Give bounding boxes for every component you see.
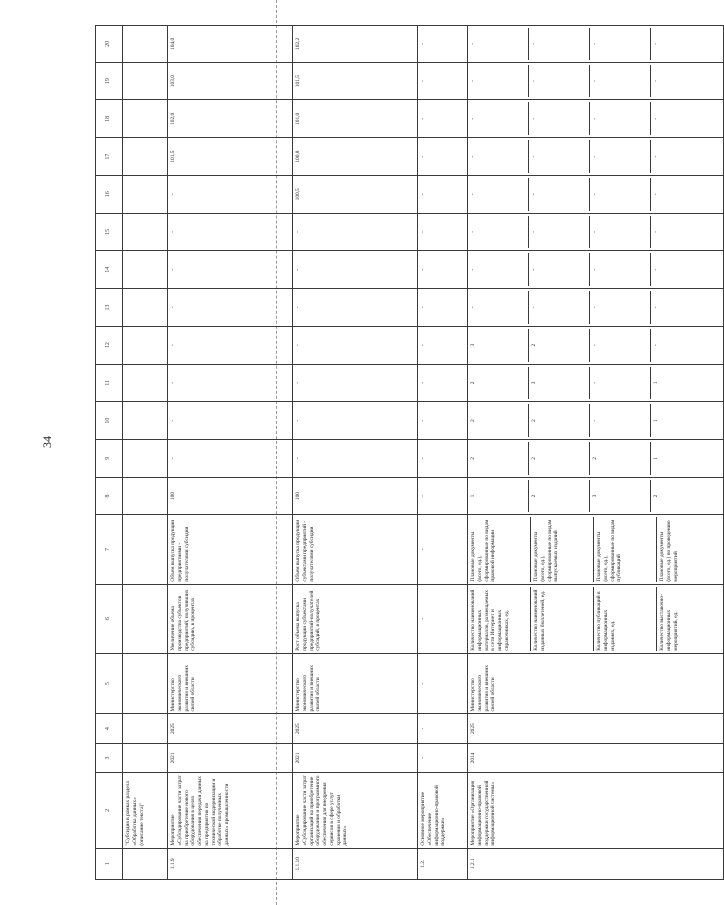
cell-value: 2 (470, 442, 529, 475)
cell-value: - (168, 289, 293, 327)
indicator-basis: Плановые документы (всего, ед.), сформированные по видам правовой информации (470, 517, 531, 581)
column-number-row (96, 26, 123, 880)
col-header: 20 (96, 26, 123, 63)
cell-value: - (470, 140, 529, 173)
indicator-name: Количество публикаций в информационных изданиях, ед. (596, 587, 657, 651)
col-header: 2 (96, 773, 123, 848)
cell-value: - (531, 216, 590, 249)
col-header: 14 (96, 251, 123, 289)
cell-value: - (592, 28, 651, 60)
cell-value: 2 (531, 480, 590, 513)
cell-value: 102,0 (168, 100, 293, 138)
indicator-basis-cell (468, 515, 724, 584)
cell-value: 2 (470, 404, 529, 437)
cell-value: - (168, 251, 293, 289)
cell-value: 3 (531, 367, 590, 400)
value-stack (468, 175, 724, 213)
cell-value: - (531, 28, 590, 60)
cell-value: - (653, 306, 659, 309)
indicator-basis: Объем выпуска продукции предприятиями - получателями субсидии (168, 515, 293, 584)
section-intro-row (123, 26, 168, 880)
cell-value: - (470, 178, 529, 211)
cell-value: 104,0 (168, 26, 293, 63)
cell-value: - (418, 26, 468, 63)
value-stack (468, 477, 724, 515)
cell-value: - (293, 213, 418, 251)
cell-value: - (531, 140, 590, 173)
cell-value: - (470, 28, 529, 60)
indicator-name: Увеличение объема производства субъектов предприятий, получивших субсидию, в процентах (168, 584, 293, 653)
executor: Министерство экономического развития и внешних связей области (168, 653, 293, 714)
col-header: 10 (96, 402, 123, 440)
cell-value: 1 (470, 480, 529, 513)
cell-value: - (653, 155, 659, 158)
col-header: 7 (96, 515, 123, 584)
cell-value: - (531, 178, 590, 211)
cell-value: - (592, 65, 651, 98)
cell-value: - (418, 175, 468, 213)
cell-value: - (168, 326, 293, 364)
value-stack (468, 326, 724, 364)
cell-value: - (168, 364, 293, 402)
value-stack (468, 213, 724, 251)
cell-value: 1 (653, 381, 659, 385)
cell-value: - (418, 364, 468, 402)
cell-value: - (168, 213, 293, 251)
cell-value: - (531, 65, 590, 98)
cell-value: - (592, 291, 651, 324)
cell-value: - (592, 140, 651, 173)
cell-value: 100 (293, 477, 418, 515)
cell-value: - (592, 367, 651, 400)
cell-value: - (418, 326, 468, 364)
col-header: 18 (96, 100, 123, 138)
cell-value: - (293, 402, 418, 440)
indicator-basis: Плановые документы (всего, ед.), сформированные по видам выпускаемых изданий (533, 517, 594, 581)
col-header: 9 (96, 439, 123, 477)
measure-name: Мероприятие «Субсидирование части затрат на приобретение нового оборудования в целях обеспечения передачи данных на предприятия по технической модернизации и обработке полученных данных» промышленности (168, 773, 293, 848)
cell-value: 1 (653, 419, 659, 422)
cell-value: - (470, 65, 529, 98)
page-number: 34 (40, 436, 54, 448)
value-stack (468, 439, 724, 477)
cell-value: 2 (653, 494, 659, 498)
cell-value: - (470, 103, 529, 136)
executor: - (418, 653, 468, 714)
col-header: 17 (96, 138, 123, 176)
cell-value: 100,5 (293, 175, 418, 213)
program-indicators-table (95, 25, 724, 880)
cell-value: 3 (470, 329, 529, 362)
col-header: 19 (96, 62, 123, 100)
executor: Министерство экономического развития и внешних связей области (468, 653, 724, 714)
cell-value: - (293, 289, 418, 327)
cell-value: - (418, 213, 468, 251)
cell-value: - (293, 439, 418, 477)
cell-value: - (418, 439, 468, 477)
value-stack (468, 402, 724, 440)
col-header: 6 (96, 584, 123, 653)
measure-name: Мероприятие «Организация информационно-правовой поддержки государственной информационной системы» (468, 773, 724, 848)
cell-value: - (168, 175, 293, 213)
cell-value: 2 (470, 367, 529, 400)
table-row (168, 26, 293, 880)
table-row (468, 26, 724, 880)
cell-value: 101,0 (293, 100, 418, 138)
cell-value: - (418, 138, 468, 176)
indicator-name: Рост объема выпуска продукции субъектами предприятий-получателей субсидий, в процентах (293, 584, 418, 653)
measure-name: Мероприятие «Субсидирование части затрат организаций на приобретение оборудования и программного обеспечения для внедрения сервисов в сфере услуг хранения и обработки данных» (293, 773, 418, 848)
row-number: 1.2.1 (468, 848, 724, 879)
cell-value: - (653, 268, 659, 271)
indicator-basis: Объем выпуска продукции субъектами предприятий - получателями субсидии (293, 515, 418, 584)
row-number: 1.2. (418, 848, 468, 879)
cell-value: 101,5 (168, 138, 293, 176)
cell-value: - (592, 216, 651, 249)
cell-value: - (470, 253, 529, 286)
cell-value: - (653, 43, 659, 45)
table-row (418, 26, 468, 880)
cell-value: - (653, 80, 659, 83)
executor: Министерство экономического развития и внешних связей области (293, 653, 418, 714)
end-year: 2025 (293, 714, 418, 743)
cell-value: - (592, 178, 651, 211)
cell-value: - (418, 100, 468, 138)
cell-value: - (418, 62, 468, 100)
value-stack (468, 364, 724, 402)
section-intro-text: "Субсидия в рамках раздела «Обработка данных» (описание текста)" (123, 773, 168, 848)
indicator-name: Количество наименований информационных материалов, размещаемых в сети Интернет и информационных справочниках, ед. (470, 587, 531, 651)
cell-value: - (592, 253, 651, 286)
col-header: 12 (96, 326, 123, 364)
col-header: 15 (96, 213, 123, 251)
value-stack (468, 289, 724, 327)
cell-value: 2 (592, 442, 651, 475)
value-stack (468, 100, 724, 138)
table-row (293, 26, 418, 880)
row-number: 1.1.9 (168, 848, 293, 879)
indicator-name: Количество выставочно-информационных мероприятий, ед. (659, 594, 679, 651)
cell-value: 2 (531, 404, 590, 437)
cell-value: - (653, 117, 659, 120)
cell-value: - (592, 329, 651, 362)
end-year: - (418, 714, 468, 743)
cell-value: 101,5 (293, 62, 418, 100)
cell-value: - (168, 402, 293, 440)
cell-value: - (592, 404, 651, 437)
start-year: - (418, 743, 468, 772)
cell-value: - (293, 326, 418, 364)
cell-value: - (531, 103, 590, 136)
value-stack (468, 251, 724, 289)
value-stack (468, 62, 724, 100)
cell-value: - (293, 251, 418, 289)
col-header: 16 (96, 175, 123, 213)
value-stack (468, 26, 724, 63)
cell-value: - (592, 103, 651, 136)
cell-value: 3 (592, 480, 651, 513)
indicator-name-cell (468, 584, 724, 653)
indicator-basis: - (418, 515, 468, 584)
cell-value: - (418, 289, 468, 327)
cell-value: 100,8 (293, 138, 418, 176)
cell-value: - (531, 291, 590, 324)
measure-name: Основное мероприятие «Обеспечение информационно-правовой поддержки» (418, 773, 468, 848)
col-header: 1 (96, 848, 123, 879)
indicator-name: - (418, 584, 468, 653)
cell-value: - (418, 402, 468, 440)
cell-value: - (470, 291, 529, 324)
col-header: 11 (96, 364, 123, 402)
cell-value: 1 (653, 456, 659, 460)
indicator-basis: Плановые документы (всего, ед.) по проведению мероприятий (659, 520, 679, 582)
col-header: 13 (96, 289, 123, 327)
cell-value: 103,0 (168, 62, 293, 100)
col-header: 3 (96, 743, 123, 772)
cell-value: - (653, 231, 659, 233)
cell-value: - (168, 439, 293, 477)
start-year: 2021 (293, 743, 418, 772)
cell-value: - (418, 477, 468, 515)
end-year: 2025 (168, 714, 293, 743)
cell-value: - (653, 193, 659, 196)
indicator-name: Количество наименований изданных бюллетеней, ед. (533, 587, 594, 651)
cell-value: 2 (531, 442, 590, 475)
col-header: 4 (96, 714, 123, 743)
value-stack (468, 138, 724, 176)
cell-value: - (531, 253, 590, 286)
indicator-basis: Плановые документы (всего, ед.), сформированные по видам публикаций (596, 517, 657, 581)
col-header: 5 (96, 653, 123, 714)
cell-value: - (470, 216, 529, 249)
cell-value: 102,2 (293, 26, 418, 63)
start-year: 2021 (168, 743, 293, 772)
rotated-table-container (95, 25, 679, 880)
start-year: 2014 (468, 743, 724, 772)
col-header: 8 (96, 477, 123, 515)
row-number: 1.1.10 (293, 848, 418, 879)
cell-value: - (293, 364, 418, 402)
cell-value: 100 (168, 477, 293, 515)
cell-value: - (418, 251, 468, 289)
cell-value: 2 (531, 329, 590, 362)
cell-value: - (653, 344, 659, 347)
end-year: 2025 (468, 714, 724, 743)
